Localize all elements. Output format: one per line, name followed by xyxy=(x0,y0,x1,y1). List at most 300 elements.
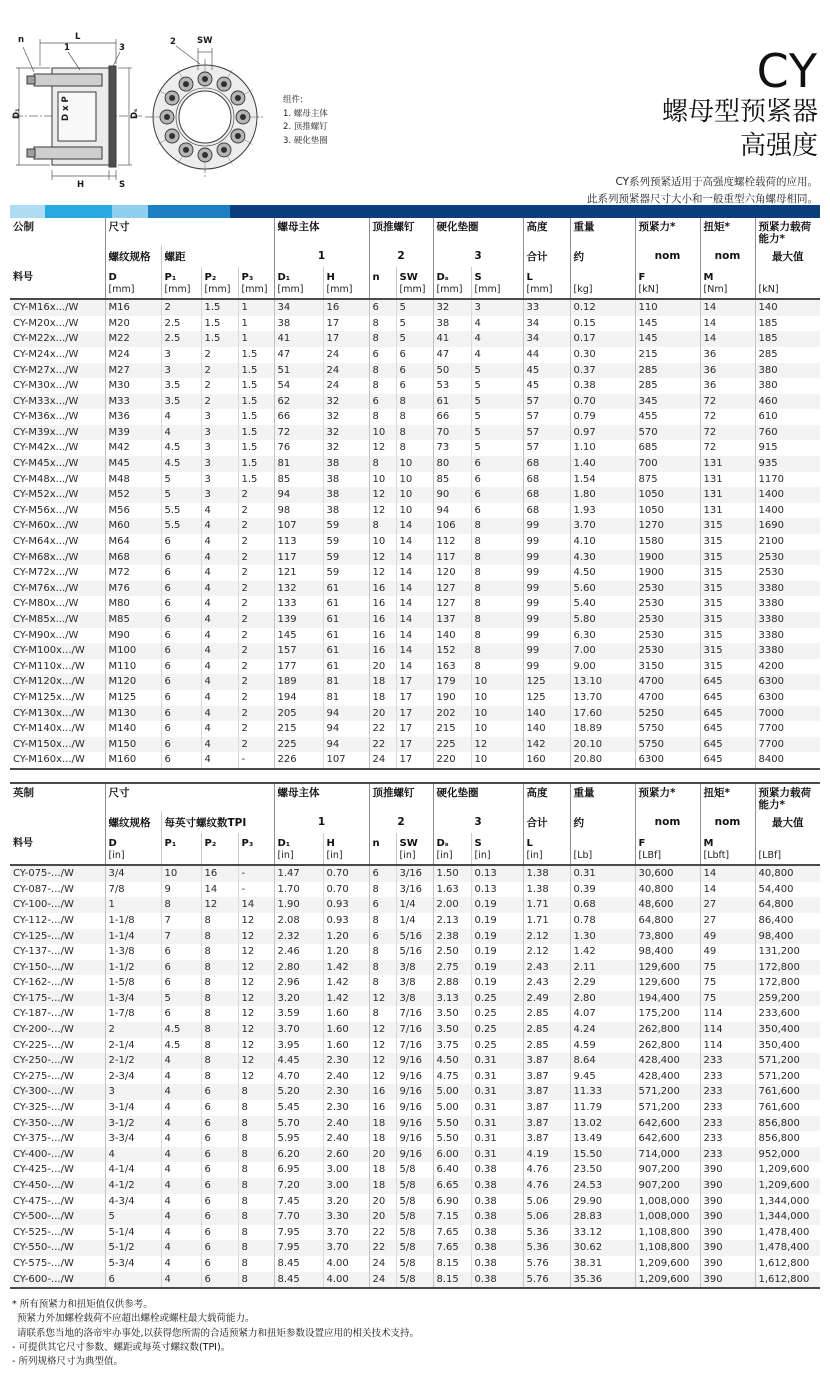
cell: 127 xyxy=(433,581,471,597)
cell: 8 xyxy=(369,1006,396,1022)
cell: 27 xyxy=(700,897,755,913)
cell: 20.80 xyxy=(570,752,635,769)
cell: 7.45 xyxy=(274,1194,323,1210)
table-row xyxy=(10,425,820,441)
cell: 12 xyxy=(369,487,396,503)
cell: 907,200 xyxy=(635,1178,700,1194)
strength-title: 高强度 xyxy=(739,130,818,161)
cell: 59 xyxy=(323,518,369,534)
cell: 2 xyxy=(201,347,238,363)
column-header xyxy=(10,245,105,267)
cell: 1.42 xyxy=(323,991,369,1007)
cell: 1.60 xyxy=(323,1022,369,1038)
column-header: 1 xyxy=(274,811,369,833)
cell: 8 xyxy=(201,944,238,960)
cell: 131 xyxy=(700,487,755,503)
cell: 16 xyxy=(369,643,396,659)
column-header: P₂ [mm] xyxy=(201,267,238,299)
cell: 2.12 xyxy=(523,944,570,960)
cell: 7700 xyxy=(755,737,820,753)
table-row xyxy=(10,897,820,913)
cell: 2.29 xyxy=(570,975,635,991)
table-row xyxy=(10,737,820,753)
cell: 0.37 xyxy=(570,363,635,379)
cell: 12 xyxy=(238,913,274,929)
cell: 66 xyxy=(433,409,471,425)
cell: 5.95 xyxy=(274,1131,323,1147)
table-row xyxy=(10,1116,820,1132)
cell: 15.50 xyxy=(570,1147,635,1163)
cell: 8 xyxy=(471,581,523,597)
cell: 3 xyxy=(201,425,238,441)
cell: 4.5 xyxy=(161,1022,201,1038)
cell: 8 xyxy=(471,612,523,628)
cell: 0.25 xyxy=(471,1022,523,1038)
cell: 5.5 xyxy=(161,503,201,519)
cell: 114 xyxy=(700,1006,755,1022)
cell: 645 xyxy=(700,706,755,722)
column-header: 预紧力* xyxy=(635,218,700,245)
cell: 145 xyxy=(635,331,700,347)
cell: 54,400 xyxy=(755,882,820,898)
cell: 315 xyxy=(700,612,755,628)
cell: 233 xyxy=(700,1147,755,1163)
table-row xyxy=(10,690,820,706)
cell: 4 xyxy=(201,643,238,659)
cell: 5.06 xyxy=(523,1209,570,1225)
cell: 125 xyxy=(523,674,570,690)
cell: 121 xyxy=(274,565,323,581)
cell: 285 xyxy=(635,363,700,379)
part-number-cell: CY-275-.../W xyxy=(13,1070,74,1082)
cell: 9/16 xyxy=(396,1084,433,1100)
cell: 6 xyxy=(161,534,201,550)
cell: 8 xyxy=(238,1100,274,1116)
cell: 5.80 xyxy=(570,612,635,628)
cell: 140 xyxy=(523,721,570,737)
cell: 4 xyxy=(161,409,201,425)
cell: 2.85 xyxy=(523,1006,570,1022)
column-header: 预紧力* xyxy=(635,783,700,811)
cell: 22 xyxy=(369,1240,396,1256)
cell: 571,200 xyxy=(755,1069,820,1085)
cell: 85 xyxy=(433,472,471,488)
jackbolt-top-head xyxy=(27,76,35,84)
cell: 8 xyxy=(201,1053,238,1069)
cell: 5.20 xyxy=(274,1084,323,1100)
cell: 17 xyxy=(396,721,433,737)
cell: 59 xyxy=(323,534,369,550)
part-number-cell: CY-M60x.../W xyxy=(13,520,79,532)
part-number-cell: CY-M100x.../W xyxy=(13,645,85,657)
cell: 1.70 xyxy=(274,882,323,898)
cell: 390 xyxy=(700,1272,755,1289)
cell: 8 xyxy=(238,1256,274,1272)
cell: 2 xyxy=(238,550,274,566)
cell: 233 xyxy=(700,1116,755,1132)
cell: M30 xyxy=(105,378,161,394)
cell: 14 xyxy=(700,316,755,332)
cell: 5 xyxy=(161,487,201,503)
cell: 160 xyxy=(523,752,570,769)
cell: 6 xyxy=(471,503,523,519)
part-number-cell: CY-M120x.../W xyxy=(13,676,85,688)
cell: 5.70 xyxy=(274,1116,323,1132)
cell: 14 xyxy=(700,882,755,898)
cell: 4.07 xyxy=(570,1006,635,1022)
cell: 6 xyxy=(369,929,396,945)
part-number-cell: CY-M56x.../W xyxy=(13,504,79,516)
cell: 0.39 xyxy=(570,882,635,898)
cell: 2 xyxy=(238,721,274,737)
column-header: 2 xyxy=(369,245,433,267)
cell: 131 xyxy=(700,456,755,472)
part-number-cell: CY-400-.../W xyxy=(13,1148,74,1160)
dim-label-D1: D₁ xyxy=(12,108,22,119)
cell: 0.13 xyxy=(471,865,523,882)
cell: 3380 xyxy=(755,612,820,628)
cell: M125 xyxy=(105,690,161,706)
cell: 0.19 xyxy=(471,975,523,991)
cell: 40,800 xyxy=(635,882,700,898)
cell: 5/16 xyxy=(396,929,433,945)
cell: 7 xyxy=(161,929,201,945)
cell: 125 xyxy=(523,690,570,706)
cell: 4 xyxy=(161,1116,201,1132)
cell: 9/16 xyxy=(396,1053,433,1069)
cell: 12 xyxy=(238,1053,274,1069)
cell: 1.5 xyxy=(238,425,274,441)
cell: 4.00 xyxy=(323,1256,369,1272)
cell: 2.85 xyxy=(523,1038,570,1054)
column-header: SW [mm] xyxy=(396,267,433,299)
cell: 2 xyxy=(238,659,274,675)
cell: 760 xyxy=(755,425,820,441)
cell: 2100 xyxy=(755,534,820,550)
cell: 1.5 xyxy=(201,316,238,332)
cell: 3.13 xyxy=(433,991,471,1007)
part-number-cell: CY-M68x.../W xyxy=(13,551,79,563)
cell: 1050 xyxy=(635,487,700,503)
cell: 1/4 xyxy=(396,913,433,929)
cell: 4 xyxy=(105,1147,161,1163)
cell: 3/8 xyxy=(396,960,433,976)
table-row xyxy=(10,472,820,488)
cell: 1 xyxy=(238,316,274,332)
cell: 0.97 xyxy=(570,425,635,441)
cell: 4 xyxy=(201,690,238,706)
cell: 94 xyxy=(274,487,323,503)
cell: 117 xyxy=(433,550,471,566)
cell: 4 xyxy=(201,752,238,769)
cell: 99 xyxy=(523,643,570,659)
cell: 3380 xyxy=(755,628,820,644)
cell: 6 xyxy=(201,1272,238,1289)
cell: 98,400 xyxy=(635,944,700,960)
cell: 4 xyxy=(201,534,238,550)
cell: 3.87 xyxy=(523,1053,570,1069)
cell: 4.5 xyxy=(161,1038,201,1054)
cell: 75 xyxy=(700,975,755,991)
cell: 7/8 xyxy=(105,882,161,898)
part-number-cell: CY-250-.../W xyxy=(13,1055,74,1067)
jackbolt-socket xyxy=(235,95,241,101)
cell: 2530 xyxy=(635,643,700,659)
table-row xyxy=(10,1194,820,1210)
footnotes xyxy=(12,1298,419,1369)
cell: 0.38 xyxy=(471,1272,523,1289)
cell: 0.38 xyxy=(471,1162,523,1178)
cell: M100 xyxy=(105,643,161,659)
cell: 12 xyxy=(238,975,274,991)
cell: 8 xyxy=(471,643,523,659)
cell: 5 xyxy=(105,1209,161,1225)
cell: 8 xyxy=(396,394,433,410)
column-header: [LBf] xyxy=(755,833,820,865)
cell: 4 xyxy=(161,1240,201,1256)
cell: M72 xyxy=(105,565,161,581)
cell: 428,400 xyxy=(635,1053,700,1069)
cell: 59 xyxy=(323,565,369,581)
cell: 8 xyxy=(161,897,201,913)
cell: 7.70 xyxy=(274,1209,323,1225)
legend-item: 3. 硬化垫圈 xyxy=(283,135,328,146)
cell: 2 xyxy=(238,628,274,644)
cell: 0.19 xyxy=(471,897,523,913)
jackbolt-socket xyxy=(235,133,241,139)
cell: 12 xyxy=(238,929,274,945)
table-row xyxy=(10,1131,820,1147)
cell: 571,200 xyxy=(755,1053,820,1069)
cell: 0.25 xyxy=(471,1038,523,1054)
cell: 24 xyxy=(323,378,369,394)
cell: 38 xyxy=(323,487,369,503)
table-row xyxy=(10,581,820,597)
cell: 36 xyxy=(700,378,755,394)
cell: 20 xyxy=(369,706,396,722)
cell: 10 xyxy=(396,487,433,503)
cell: 8 xyxy=(369,913,396,929)
column-header: 硬化垫圈 xyxy=(433,783,523,811)
cell: 157 xyxy=(274,643,323,659)
cell: 2 xyxy=(238,596,274,612)
cell: 8 xyxy=(369,518,396,534)
cell: 4 xyxy=(161,1100,201,1116)
cell: 12 xyxy=(369,1069,396,1085)
cell: 1.5 xyxy=(238,440,274,456)
cell: M90 xyxy=(105,628,161,644)
cell: 5 xyxy=(161,991,201,1007)
cell: 700 xyxy=(635,456,700,472)
metric-table xyxy=(10,218,820,770)
cell: 9/16 xyxy=(396,1100,433,1116)
part-number-cell: CY-075-.../W xyxy=(13,868,74,880)
cell: 99 xyxy=(523,518,570,534)
cell: 1,108,800 xyxy=(635,1225,700,1241)
cell: 131 xyxy=(700,503,755,519)
cell: 220 xyxy=(433,752,471,769)
column-header: Dₛ [mm] xyxy=(433,267,471,299)
part-number-cell: CY-137-.../W xyxy=(13,946,74,958)
cell: 8 xyxy=(471,628,523,644)
cell: M140 xyxy=(105,721,161,737)
cell: 8.45 xyxy=(274,1256,323,1272)
cell: 6 xyxy=(201,1084,238,1100)
part-number-cell: CY-187-.../W xyxy=(13,1008,74,1020)
dim-label-Ds: Dₛ xyxy=(130,108,140,119)
cell: 0.38 xyxy=(471,1178,523,1194)
cell: 3-1/2 xyxy=(105,1116,161,1132)
cell: 4 xyxy=(161,1069,201,1085)
cell: 5/8 xyxy=(396,1225,433,1241)
cell: 2 xyxy=(238,643,274,659)
cell: 856,800 xyxy=(755,1131,820,1147)
jackbolt-socket xyxy=(183,147,189,153)
cell: 4-3/4 xyxy=(105,1194,161,1210)
cell: 1400 xyxy=(755,487,820,503)
cell: 8 xyxy=(396,409,433,425)
cell: M80 xyxy=(105,596,161,612)
cell: 99 xyxy=(523,659,570,675)
cell: 6 xyxy=(396,347,433,363)
cell: 34 xyxy=(523,316,570,332)
cell: 73 xyxy=(433,440,471,456)
cell: 127 xyxy=(433,596,471,612)
cell: 61 xyxy=(323,612,369,628)
cell: 3.50 xyxy=(433,1022,471,1038)
cell: 17 xyxy=(396,674,433,690)
cell: 4 xyxy=(161,1256,201,1272)
cell: 53 xyxy=(433,378,471,394)
cell: 315 xyxy=(700,565,755,581)
cell: 99 xyxy=(523,565,570,581)
cell: 225 xyxy=(274,737,323,753)
cell: 45 xyxy=(523,378,570,394)
cell: 0.25 xyxy=(471,1006,523,1022)
cell: 16 xyxy=(201,865,238,882)
cell: 13.02 xyxy=(570,1116,635,1132)
parts-legend xyxy=(283,94,328,148)
cell: 3 xyxy=(201,440,238,456)
table-row xyxy=(10,1006,820,1022)
cell: M76 xyxy=(105,581,161,597)
part-number-cell: CY-M150x.../W xyxy=(13,738,85,750)
cell: 185 xyxy=(755,331,820,347)
cell: 24 xyxy=(323,363,369,379)
jackbolt-bottom-head xyxy=(27,149,35,157)
cell: 390 xyxy=(700,1225,755,1241)
cell: 5 xyxy=(396,316,433,332)
column-header: 3 xyxy=(433,245,523,267)
cell: 86,400 xyxy=(755,913,820,929)
cell: 1.5 xyxy=(238,394,274,410)
part-number-cell: CY-500-.../W xyxy=(13,1211,74,1223)
cell: 4.30 xyxy=(570,550,635,566)
cell: 73,800 xyxy=(635,929,700,945)
cell: 5250 xyxy=(635,706,700,722)
cell: 10 xyxy=(471,674,523,690)
accent-bar-segment xyxy=(10,205,45,218)
cell: 6 xyxy=(201,1256,238,1272)
cell: 4.76 xyxy=(523,1178,570,1194)
cell: 2.40 xyxy=(323,1131,369,1147)
accent-bar-segment xyxy=(148,205,230,218)
cell: 131 xyxy=(700,472,755,488)
cell: 194,400 xyxy=(635,991,700,1007)
cell: 8 xyxy=(369,882,396,898)
cell: 1.5 xyxy=(201,299,238,316)
cell: 1-7/8 xyxy=(105,1006,161,1022)
cell: 8 xyxy=(369,456,396,472)
column-header: nom xyxy=(635,811,700,833)
cell: 1-1/8 xyxy=(105,913,161,929)
cell: 7700 xyxy=(755,721,820,737)
cell: 0.31 xyxy=(471,1116,523,1132)
cell: 33.12 xyxy=(570,1225,635,1241)
cell: 1.5 xyxy=(238,456,274,472)
cell: 57 xyxy=(523,409,570,425)
column-header: 料号 xyxy=(13,272,33,284)
cell: 4 xyxy=(201,659,238,675)
table-row xyxy=(10,1240,820,1256)
table-row xyxy=(10,487,820,503)
cell: 4.45 xyxy=(274,1053,323,1069)
cell: 1.38 xyxy=(523,865,570,882)
cell: 1.5 xyxy=(238,363,274,379)
cell: 259,200 xyxy=(755,991,820,1007)
part-number-cell: CY-112-.../W xyxy=(13,914,74,926)
cell: 0.15 xyxy=(570,316,635,332)
table-row xyxy=(10,944,820,960)
cell: 163 xyxy=(433,659,471,675)
part-number-cell: CY-M110x.../W xyxy=(13,660,85,672)
cell: 54 xyxy=(274,378,323,394)
cell: 2.40 xyxy=(323,1069,369,1085)
cell: 17 xyxy=(396,737,433,753)
table-row xyxy=(10,394,820,410)
cell: 23.50 xyxy=(570,1162,635,1178)
cell: 6 xyxy=(161,752,201,769)
cell: 390 xyxy=(700,1209,755,1225)
cell: 4-1/4 xyxy=(105,1162,161,1178)
cell: 14 xyxy=(396,643,433,659)
part-number-cell: CY-375-.../W xyxy=(13,1133,74,1145)
cell: 68 xyxy=(523,503,570,519)
cell: 2 xyxy=(238,518,274,534)
cell: 10 xyxy=(471,752,523,769)
table-row xyxy=(10,752,820,769)
cell: 70 xyxy=(433,425,471,441)
cell: 1.5 xyxy=(201,331,238,347)
cell: 24.53 xyxy=(570,1178,635,1194)
part-number-cell: CY-M33x.../W xyxy=(13,395,79,407)
column-header: F [LBf] xyxy=(635,833,700,865)
cell: 14 xyxy=(396,550,433,566)
cell: 18 xyxy=(369,1116,396,1132)
cell: 285 xyxy=(755,347,820,363)
cell: 17 xyxy=(396,690,433,706)
cell: 8 xyxy=(369,331,396,347)
cell: 1400 xyxy=(755,503,820,519)
cell: 1.5 xyxy=(238,409,274,425)
cell: 390 xyxy=(700,1162,755,1178)
part-number-cell: CY-150-.../W xyxy=(13,961,74,973)
cell: 3 xyxy=(201,456,238,472)
cell: 107 xyxy=(323,752,369,769)
cell: 32 xyxy=(433,299,471,316)
part-number-cell: CY-M90x.../W xyxy=(13,629,79,641)
cell: 2.80 xyxy=(274,960,323,976)
